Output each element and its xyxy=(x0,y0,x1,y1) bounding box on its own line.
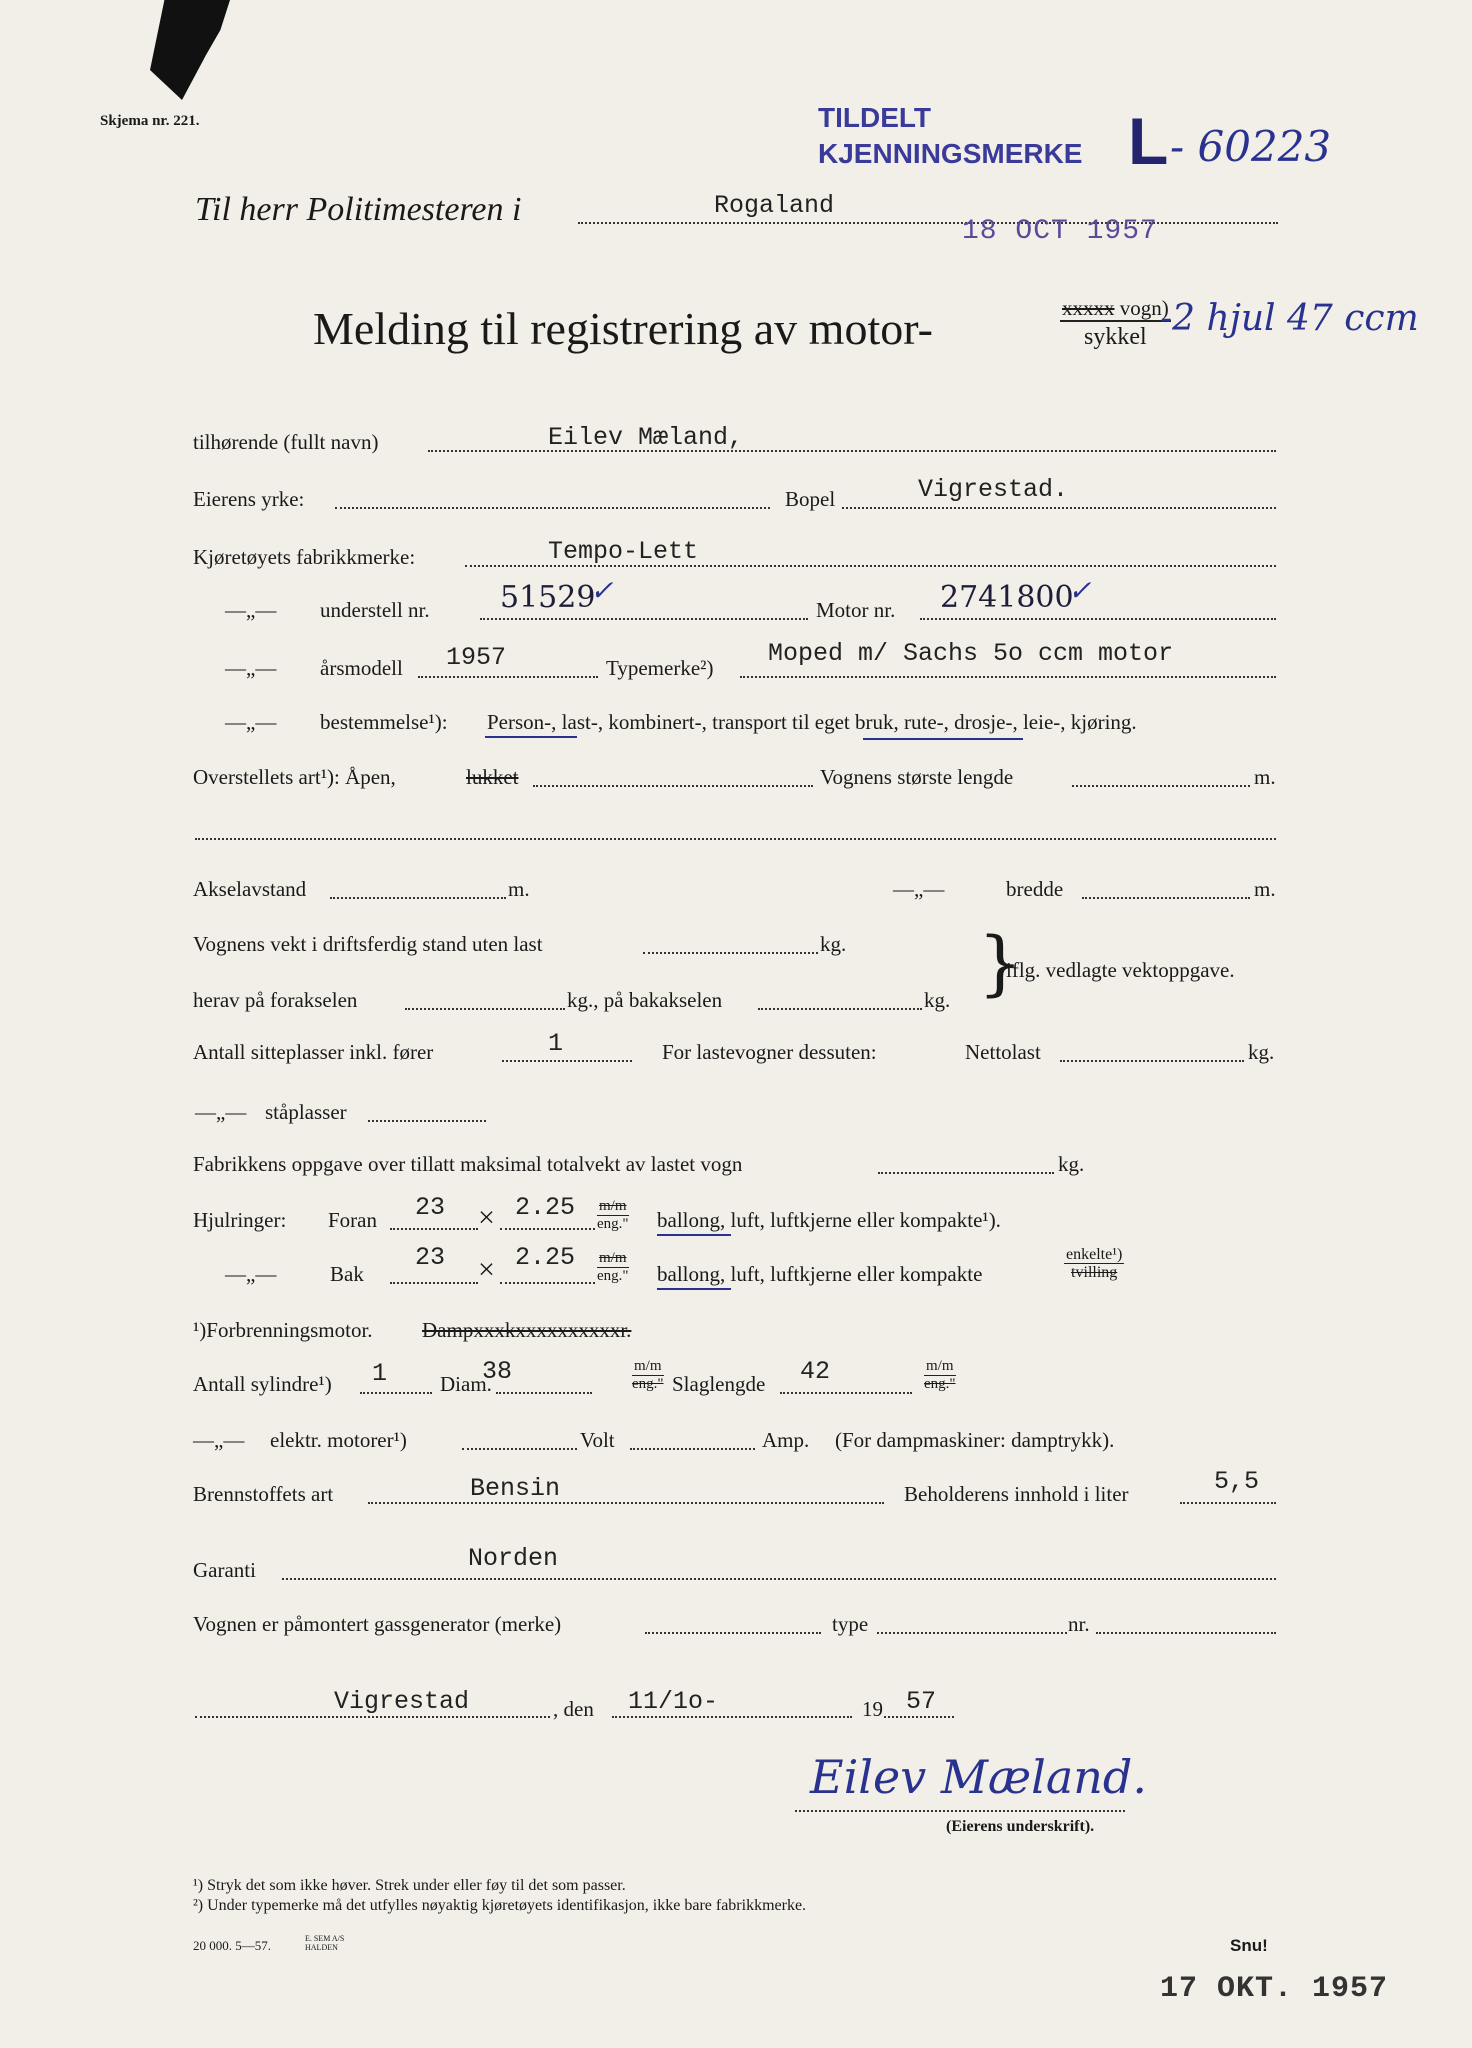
residence-dots xyxy=(842,507,1276,509)
gas-no-dots xyxy=(1096,1632,1276,1634)
motor-check: ✓ xyxy=(1068,574,1092,607)
footnote-1: ¹) Stryk det som ikke høver. Strek under eller føy til det som passer. xyxy=(193,1877,626,1894)
struck-word: xxxxx xyxy=(1062,296,1115,320)
footnote-2: ²) Under typemerke må det utfylles nøyaktig kjøretøyets identifikasjon, ikke bare fabrikkmerke. xyxy=(193,1897,807,1914)
fuel-value: Bensin xyxy=(470,1474,561,1503)
seats-value: 1 xyxy=(548,1029,564,1058)
stroke-dots xyxy=(780,1392,912,1394)
tire-front-b: 2.25 xyxy=(515,1193,576,1222)
length-label: Vognens største lengde xyxy=(820,765,1014,789)
weight-label: Vognens vekt i driftsferdig stand uten last xyxy=(193,932,543,956)
fuel-label: Brennstoffets art xyxy=(193,1482,334,1506)
print-info: 20 000. 5—57. xyxy=(193,1938,271,1953)
motor-value: 2741800 xyxy=(940,580,1074,615)
electric-dots xyxy=(462,1448,577,1450)
max-weight-label: Fabrikkens oppgave over tillatt maksimal totalvekt av lastet vogn xyxy=(193,1152,743,1176)
underline-balloon-rear xyxy=(657,1288,731,1290)
underline-own-use xyxy=(863,738,1023,740)
single-twin-fraction xyxy=(1064,1246,1124,1281)
underline-balloon-front xyxy=(657,1234,731,1236)
length-dots xyxy=(1072,785,1250,787)
blank-line xyxy=(195,838,1276,840)
cargo-label: For lastevogner dessuten: xyxy=(662,1040,877,1064)
torn-corner xyxy=(150,0,230,100)
width-dots xyxy=(1082,897,1250,899)
volt-dots xyxy=(630,1448,755,1450)
chassis-value: 51529 xyxy=(500,580,596,615)
year-dots xyxy=(418,676,598,678)
guarantee-value: Norden xyxy=(468,1544,559,1573)
purpose-options: Person-, last-, kombinert-, transport til eget bruk, rute-, drosje-, leie-, kjøring. xyxy=(487,710,1137,734)
axle-unit: m. xyxy=(508,877,530,901)
axle-dots xyxy=(330,897,506,899)
ditto-1: —„— xyxy=(225,598,277,622)
ditto-6: —„— xyxy=(225,1262,277,1286)
owner-label: tilhørende (fullt navn) xyxy=(193,430,379,454)
length-unit: m. xyxy=(1254,765,1276,789)
cylinders-value: 1 xyxy=(372,1359,388,1388)
rear-b-dots xyxy=(500,1282,595,1284)
chassis-dots xyxy=(480,618,808,620)
make-value: Tempo-Lett xyxy=(548,537,699,566)
stroke-label: Slaglengde xyxy=(672,1372,766,1396)
place-value: Vigrestad xyxy=(334,1687,470,1716)
motor-dots xyxy=(920,618,1276,620)
owner-value: Eilev Mæland, xyxy=(548,423,744,452)
form-number: Skjema nr. 221. xyxy=(100,113,200,129)
tank-label: Beholderens innhold i liter xyxy=(904,1482,1129,1506)
chassis-check: ✓ xyxy=(590,574,614,607)
printer-info: E. SEM A/S HALDEN xyxy=(305,1934,345,1952)
max-weight-dots xyxy=(878,1172,1054,1174)
engine-type-label: ¹)Forbrenningsmotor. xyxy=(193,1318,373,1342)
guarantee-dots xyxy=(282,1578,1276,1580)
rear-eng: eng." xyxy=(597,1268,629,1284)
weight-unit: kg. xyxy=(820,932,847,956)
signature-dots xyxy=(795,1810,1125,1812)
max-weight-unit: kg. xyxy=(1058,1152,1085,1176)
vehicle-kind-top: vogn) xyxy=(1119,296,1169,320)
axle-label: Akselavstand xyxy=(193,877,307,901)
stroke-eng: eng." xyxy=(924,1376,956,1392)
type-dots xyxy=(740,676,1276,678)
rear-mm: m/m xyxy=(597,1250,629,1268)
front-mm: m/m xyxy=(597,1198,629,1216)
engine-type-struck: Dampxxxkxxxxxxxxxxr. xyxy=(422,1318,632,1342)
stroke-unit-fraction xyxy=(924,1358,956,1393)
weight-dots xyxy=(643,952,818,954)
tires-label: Hjulringer: xyxy=(193,1208,287,1232)
standing-label: ståplasser xyxy=(265,1100,347,1124)
diam-label: Diam. xyxy=(440,1372,492,1396)
tank-dots xyxy=(1180,1502,1276,1504)
guarantee-label: Garanti xyxy=(193,1558,256,1582)
front-eng: eng." xyxy=(597,1216,629,1232)
received-date-stamp-bottom: 17 OKT. 1957 xyxy=(1160,1972,1389,2006)
rear-axle-dots xyxy=(758,1008,922,1010)
residence-label: Bopel xyxy=(785,487,836,511)
assigned-stamp-line1: TILDELT xyxy=(818,102,932,133)
tank-value: 5,5 xyxy=(1214,1467,1260,1496)
net-load-label: Nettolast xyxy=(965,1040,1041,1064)
type-value: Moped m/ Sachs 5o ccm motor xyxy=(768,639,1174,668)
diam-dots xyxy=(496,1392,592,1394)
electric-label: elektr. motorer¹) xyxy=(270,1428,407,1452)
cylinders-label: Antall sylindre¹) xyxy=(193,1372,332,1396)
front-a-dots xyxy=(390,1228,478,1230)
ditto-5: —„— xyxy=(195,1100,247,1124)
occupation-dots xyxy=(335,507,770,509)
stroke-value: 42 xyxy=(800,1357,831,1386)
year-label: årsmodell xyxy=(320,656,403,680)
fuel-dots xyxy=(368,1502,884,1504)
front-axle-dots xyxy=(405,1008,565,1010)
vehicle-kind-bottom: sykkel xyxy=(1084,324,1147,350)
amp-label: Amp. xyxy=(762,1428,810,1452)
handwritten-note: -2 hjul 47 ccm xyxy=(1160,298,1419,339)
tire-rear-b: 2.25 xyxy=(515,1243,576,1272)
diam-mm: m/m xyxy=(632,1358,664,1376)
rear-axle-unit: kg. xyxy=(924,988,951,1012)
ditto-7: —„— xyxy=(193,1428,245,1452)
front-tire-type: ballong, luft, luftkjerne eller kompakte¹). xyxy=(657,1208,1001,1232)
twin-label: tvilling xyxy=(1071,1264,1118,1281)
weight-note: iflg. vedlagte vektoppgave. xyxy=(1006,958,1235,982)
tire-front-x: × xyxy=(478,1201,495,1234)
body-struck: lukket xyxy=(466,765,519,789)
registration-number: - 60223 xyxy=(1170,122,1332,171)
turn-over: Snu! xyxy=(1230,1936,1268,1955)
rear-unit-fraction xyxy=(597,1250,629,1285)
gas-label: Vognen er påmontert gassgenerator (merke) xyxy=(193,1612,562,1636)
front-unit-fraction xyxy=(597,1198,629,1233)
tire-rear-x: × xyxy=(478,1253,495,1286)
standing-dots xyxy=(368,1120,486,1122)
form-title: Melding til registrering av motor- xyxy=(313,303,933,354)
gas-type-label: type xyxy=(832,1612,869,1636)
gas-dots xyxy=(645,1632,821,1634)
reg-letter-stamp: L xyxy=(1128,104,1169,178)
diam-eng: eng." xyxy=(632,1376,664,1392)
ditto-2: —„— xyxy=(225,656,277,680)
year-suffix: 57 xyxy=(906,1687,937,1716)
seats-dots xyxy=(502,1060,632,1062)
stroke-mm: m/m xyxy=(924,1358,956,1376)
date-label: , den xyxy=(553,1697,594,1721)
ditto-3: —„— xyxy=(225,710,277,734)
rear-a-dots xyxy=(390,1282,478,1284)
date-dots xyxy=(612,1716,852,1718)
seats-label: Antall sitteplasser inkl. fører xyxy=(193,1040,434,1064)
make-label: Kjøretøyets fabrikkmerke: xyxy=(193,545,416,569)
address-dots xyxy=(578,222,1278,224)
rear-tire-type: ballong, luft, luftkjerne eller kompakte xyxy=(657,1262,983,1286)
underline-person xyxy=(485,736,577,738)
width-unit: m. xyxy=(1254,877,1276,901)
diam-value: 38 xyxy=(482,1357,513,1386)
front-axle-label: herav på forakselen xyxy=(193,988,358,1012)
steam-label: (For dampmaskiner: damptrykk). xyxy=(835,1428,1115,1452)
owner-signature: Eilev Mæland. xyxy=(810,1750,1148,1804)
occupation-label: Eierens yrke: xyxy=(193,487,305,511)
width-label: bredde xyxy=(1006,877,1064,901)
place-dots xyxy=(195,1716,550,1718)
year-suffix-dots xyxy=(884,1716,954,1718)
rear-label: Bak xyxy=(330,1262,364,1286)
residence-value: Vigrestad. xyxy=(918,475,1069,504)
ditto-4: —„— xyxy=(893,877,945,901)
cylinders-dots xyxy=(360,1392,432,1394)
diam-unit-fraction xyxy=(632,1358,664,1393)
address-label: Til herr Politimesteren i xyxy=(195,191,522,228)
assigned-stamp-line2: KJENNINGSMERKE xyxy=(818,138,1083,169)
front-label: Foran xyxy=(328,1208,377,1232)
purpose-label: bestemmelse¹): xyxy=(320,710,448,734)
chassis-label: understell nr. xyxy=(320,598,430,622)
motor-label: Motor nr. xyxy=(816,598,896,622)
signature-label: (Eierens underskrift). xyxy=(946,1818,1095,1835)
received-date-stamp: 18 OCT 1957 xyxy=(962,216,1158,247)
year-value: 1957 xyxy=(446,643,507,672)
tire-rear-a: 23 xyxy=(415,1243,446,1272)
rear-axle-label: kg., på bakakselen xyxy=(567,988,723,1012)
tire-front-a: 23 xyxy=(415,1193,446,1222)
vehicle-kind-fraction xyxy=(1060,296,1171,352)
net-load-dots xyxy=(1060,1060,1244,1062)
gas-type-dots xyxy=(877,1632,1067,1634)
type-label: Typemerke²) xyxy=(606,656,714,680)
single-label: enkelte¹) xyxy=(1066,1246,1123,1263)
weight-brace: } xyxy=(978,922,1023,1004)
body-label: Overstellets art¹): Åpen, xyxy=(193,765,396,789)
police-district: Rogaland xyxy=(714,191,835,220)
gas-no-label: nr. xyxy=(1068,1612,1090,1636)
date-value: 11/1o- xyxy=(628,1687,719,1716)
front-b-dots xyxy=(500,1228,595,1230)
body-dots xyxy=(533,785,813,787)
year-prefix: 19 xyxy=(862,1697,883,1721)
volt-label: Volt xyxy=(580,1428,615,1452)
net-load-unit: kg. xyxy=(1248,1040,1275,1064)
